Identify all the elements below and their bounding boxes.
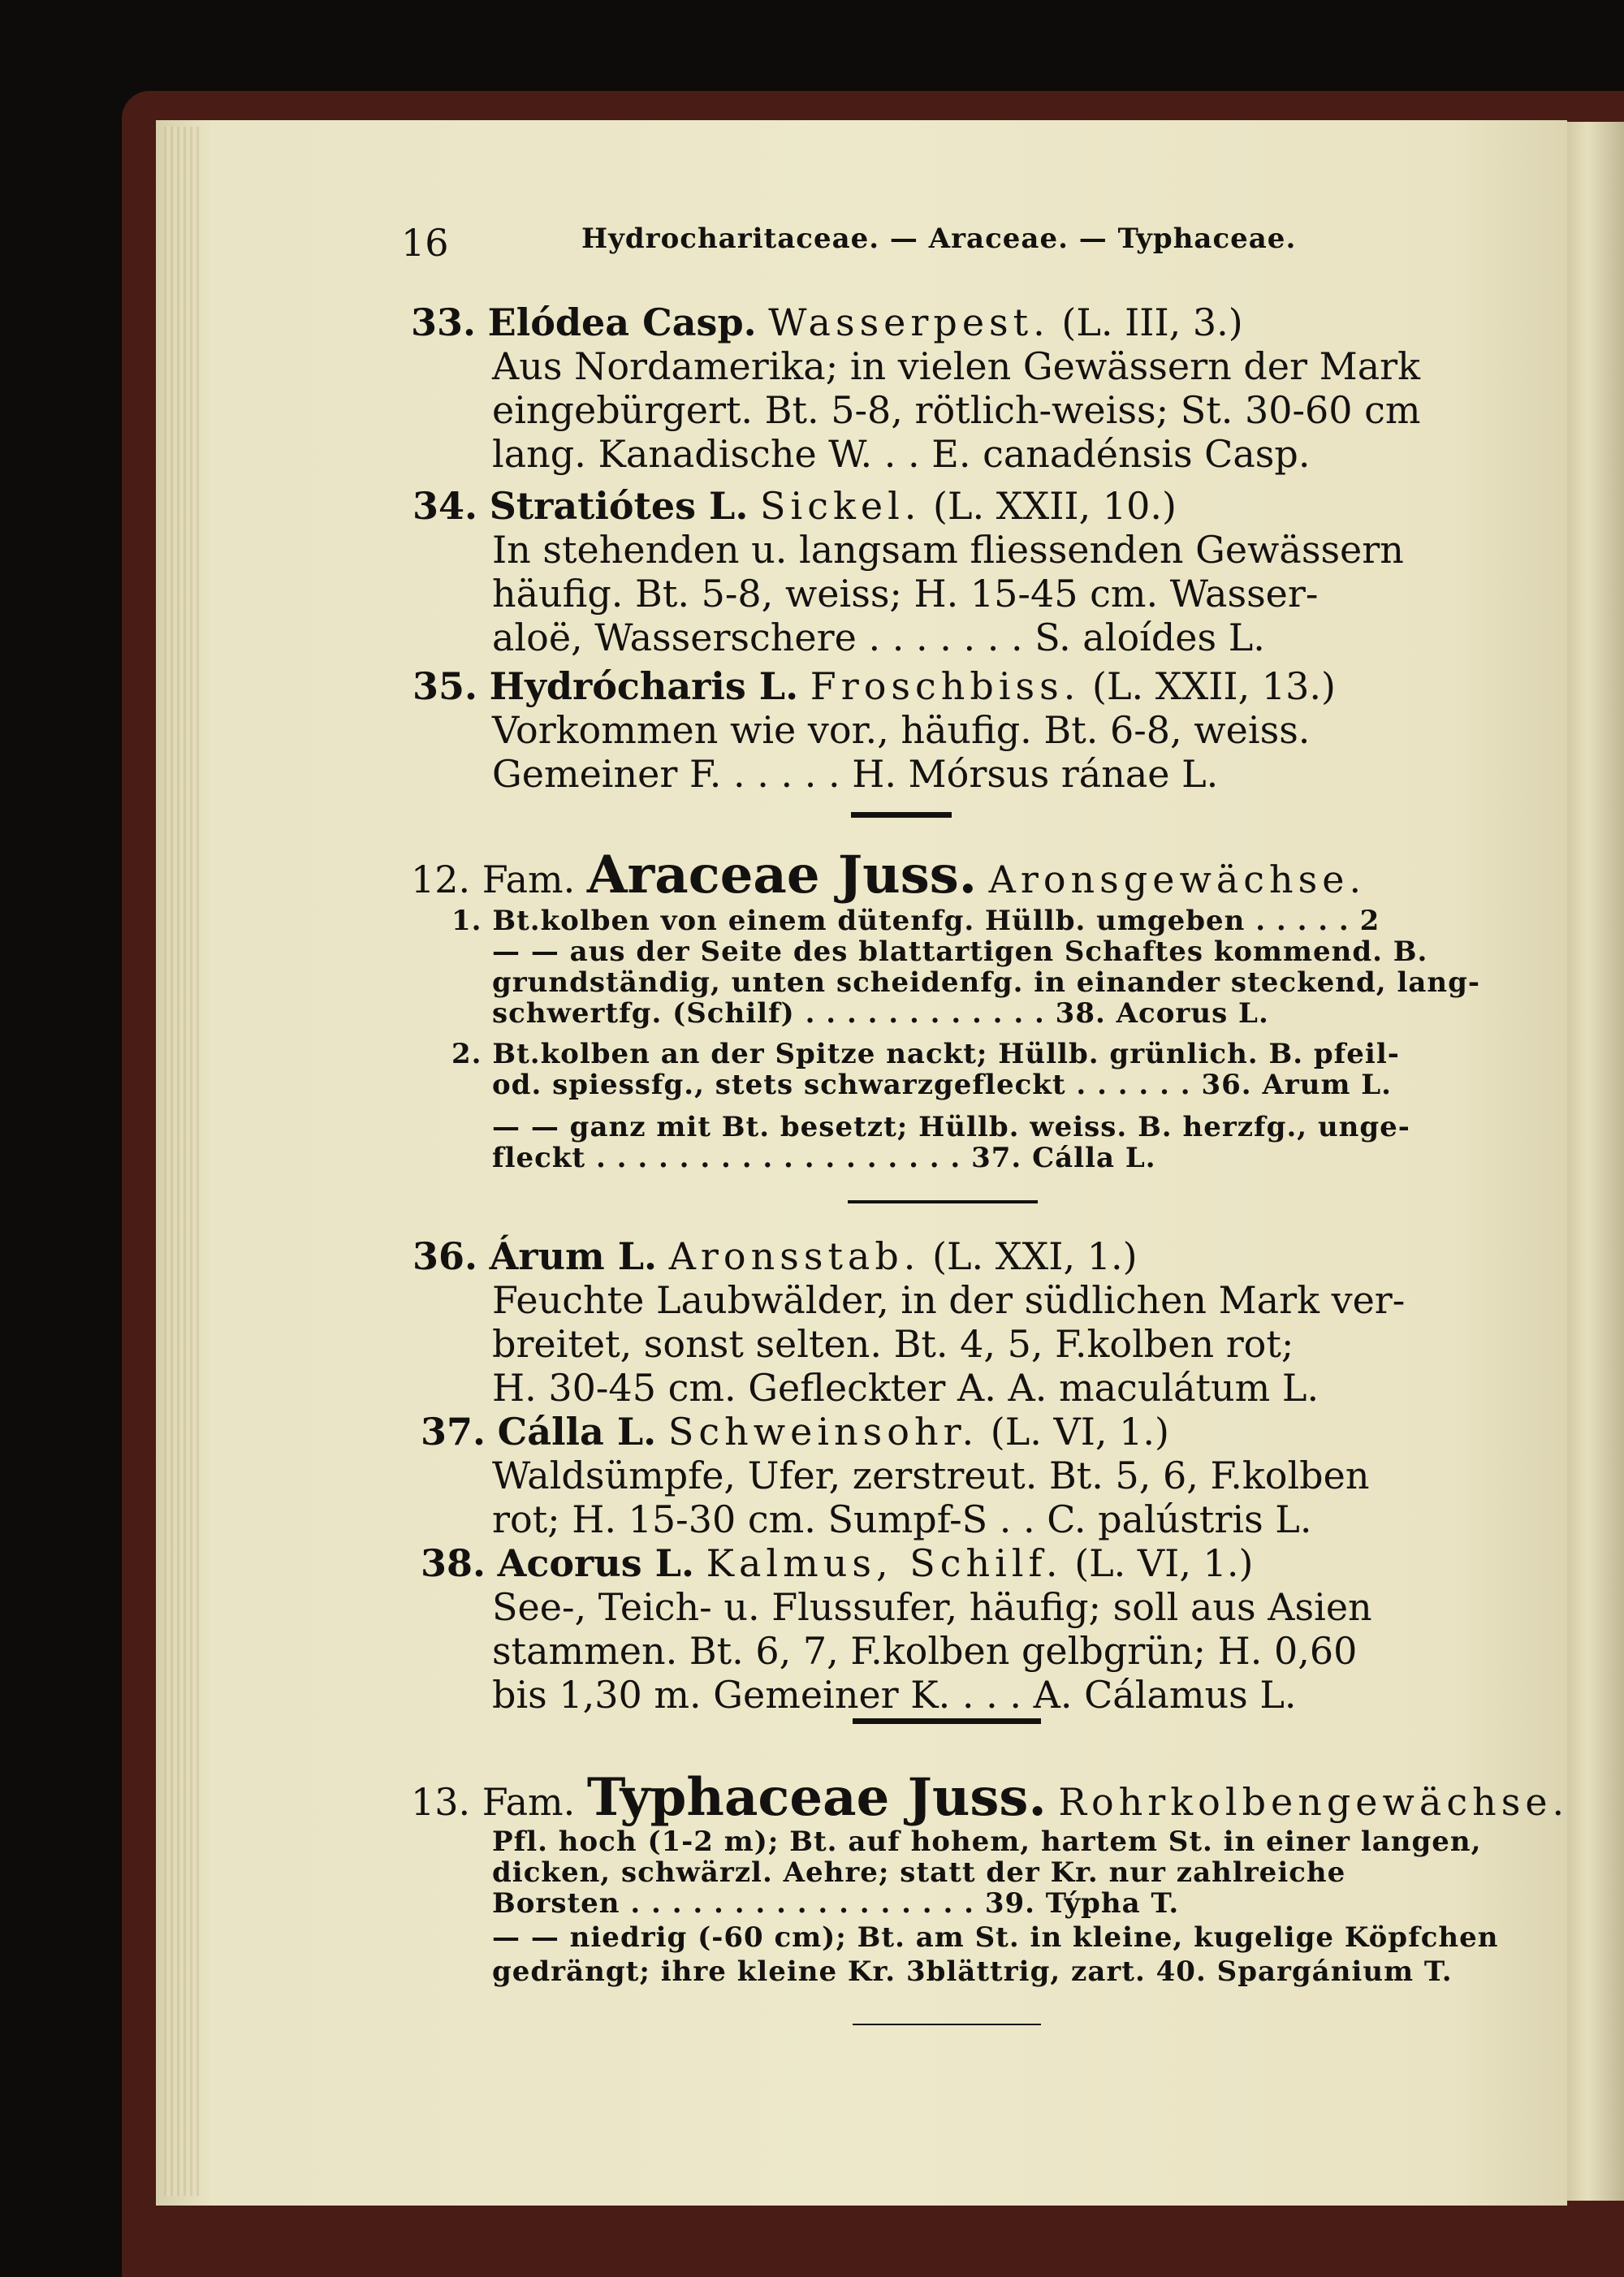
- family-heading: 13. Fam. Typhaceae Juss. Rohrkolbengewächse.: [411, 1767, 1570, 1828]
- entry-text-line: stammen. Bt. 6, 7, F.kolben gelbgrün; H. 0,60: [492, 1629, 1358, 1673]
- key-line: fleckt . . . . . . . . . . . . . . . . . . 37. Cálla L.: [492, 1142, 1156, 1174]
- gutter-page-stack: [164, 127, 200, 2196]
- entry-text-line: Vorkommen wie vor., häufig. Bt. 6-8, weiss.: [492, 708, 1311, 752]
- section-divider: [853, 2024, 1041, 2025]
- key-line: dicken, schwärzl. Aehre; statt der Kr. nur zahlreiche: [492, 1856, 1346, 1889]
- key-line: — — niedrig (-60 cm); Bt. am St. in kleine, kugelige Köpfchen: [492, 1921, 1499, 1954]
- key-line: schwertfg. (Schilf) . . . . . . . . . . . . 38. Acorus L.: [492, 997, 1269, 1030]
- section-divider: [848, 1200, 1038, 1203]
- entry-text-line: häufig. Bt. 5-8, weiss; H. 15-45 cm. Wasser-: [492, 572, 1319, 616]
- entry-text-line: rot; H. 15-30 cm. Sumpf-S . . C. palústris L.: [492, 1497, 1312, 1541]
- entry-text-line: lang. Kanadische W. . . E. canadénsis Casp.: [492, 432, 1311, 476]
- key-line: Borsten . . . . . . . . . . . . . . . . . 39. Týpha T.: [492, 1887, 1180, 1920]
- entry-text-line: bis 1,30 m. Gemeiner K. . . . A. Cálamus L.: [492, 1673, 1297, 1717]
- key-line: gedrängt; ihre kleine Kr. 3blättrig, zart. 40. Spargánium T.: [492, 1955, 1453, 1988]
- entry-heading: 34. Stratiótes L. Sickel. (L. XXII, 10.): [412, 484, 1177, 528]
- entry-text-line: Gemeiner F. . . . . . H. Mórsus ránae L.: [492, 752, 1219, 796]
- running-title: Hydrocharitaceae. — Araceae. — Typhaceae.: [581, 223, 1297, 255]
- entry-text-line: Feuchte Laubwälder, in der südlichen Mark ver-: [492, 1278, 1406, 1322]
- key-line: — — ganz mit Bt. besetzt; Hüllb. weiss. B. herzfg., unge-: [492, 1111, 1410, 1143]
- key-line: — — aus der Seite des blattartigen Schaftes kommend. B.: [492, 935, 1428, 968]
- entry-heading: 35. Hydrócharis L. Froschbiss. (L. XXII, 13.): [412, 664, 1336, 708]
- entry-text-line: Waldsümpfe, Ufer, zerstreut. Bt. 5, 6, F.kolben: [492, 1454, 1370, 1497]
- entry-text-line: H. 30-45 cm. Gefleckter A. A. maculátum L.: [492, 1366, 1320, 1410]
- entry-text-line: aloë, Wasserschere . . . . . . . S. aloídes L.: [492, 616, 1265, 659]
- entry-text-line: See-, Teich- u. Flussufer, häufig; soll aus Asien: [492, 1585, 1372, 1629]
- entry-text-line: breitet, sonst selten. Bt. 4, 5, F.kolben rot;: [492, 1322, 1294, 1366]
- key-line: Pfl. hoch (1-2 m); Bt. auf hohem, hartem St. in einer langen,: [492, 1825, 1482, 1858]
- entry-heading: 38. Acorus L. Kalmus, Schilf. (L. VI, 1.): [421, 1541, 1254, 1585]
- entry-heading: 33. Elódea Casp. Wasserpest. (L. III, 3.): [411, 300, 1243, 344]
- section-divider: [853, 1718, 1041, 1724]
- section-divider: [851, 812, 952, 818]
- entry-heading: 36. Árum L. Aronsstab. (L. XXI, 1.): [412, 1234, 1138, 1278]
- key-line: od. spiessfg., stets schwarzgefleckt . . . . . . 36. Arum L.: [492, 1069, 1393, 1101]
- entry-text-line: In stehenden u. langsam fliessenden Gewässern: [492, 528, 1404, 572]
- family-heading: 12. Fam. Araceae Juss. Aronsgewächse.: [411, 845, 1367, 905]
- entry-text-line: Aus Nordamerika; in vielen Gewässern der Mark: [492, 344, 1421, 388]
- entry-heading: 37. Cálla L. Schweinsohr. (L. VI, 1.): [421, 1410, 1169, 1454]
- page-number: 16: [401, 221, 449, 265]
- key-line: 1. Bt.kolben von einem dütenfg. Hüllb. umgeben . . . . . 2: [451, 905, 1380, 937]
- key-line: grundständig, unten scheidenfg. in einander steckend, lang-: [492, 966, 1481, 999]
- entry-text-line: eingebürgert. Bt. 5-8, rötlich-weiss; St. 30-60 cm: [492, 388, 1421, 432]
- page-edges: [1563, 122, 1624, 2201]
- key-line: 2. Bt.kolben an der Spitze nackt; Hüllb. grünlich. B. pfeil-: [451, 1038, 1400, 1070]
